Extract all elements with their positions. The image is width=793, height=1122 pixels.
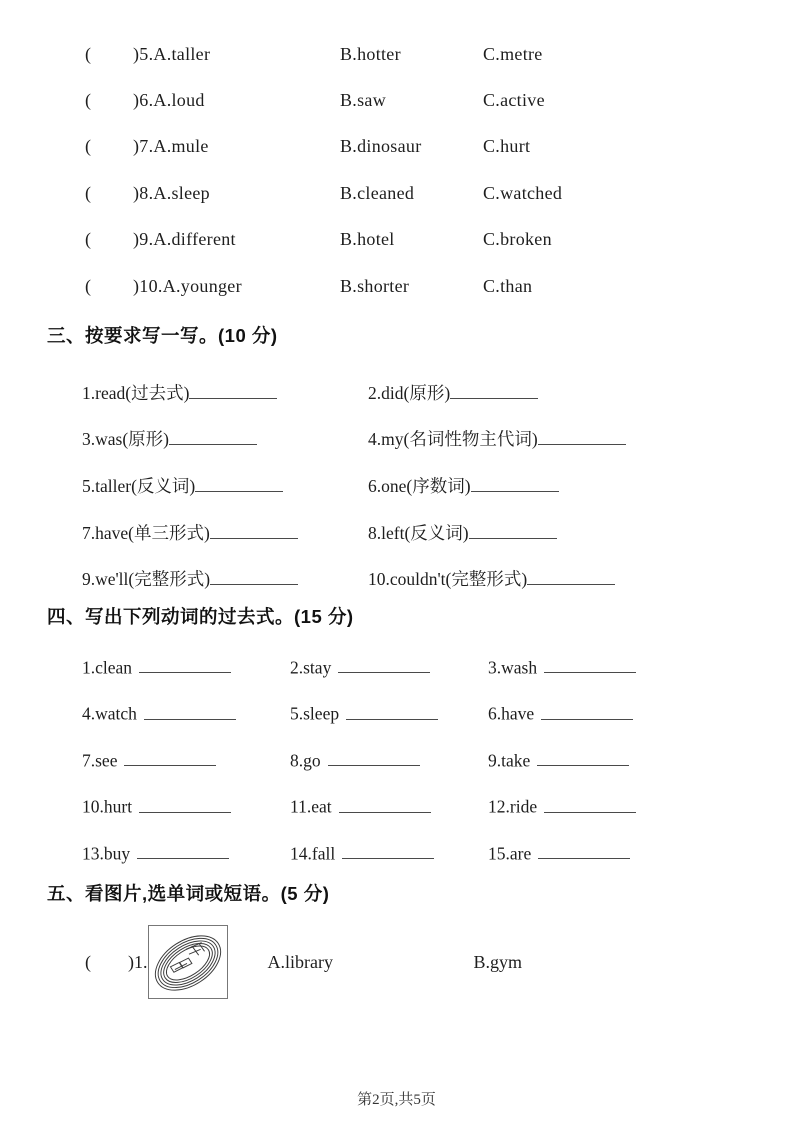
section4-items: [82, 643, 763, 876]
fill-item: [368, 473, 763, 498]
answer-blank: [328, 748, 420, 767]
fill-item-label: 8.go: [290, 750, 321, 771]
answer-blank: [139, 655, 231, 674]
fill-row: [82, 509, 763, 556]
answer-paren: (: [85, 182, 92, 203]
answer-blank: [189, 380, 277, 399]
fill-item-label: 1.read(过去式): [82, 382, 190, 403]
answer-blank: [338, 655, 430, 674]
option-a: )5.A.taller: [133, 43, 211, 64]
answer-paren: (: [85, 90, 92, 111]
fill-item: [488, 748, 763, 772]
fill-item-label: 2.did(原形): [368, 382, 451, 403]
fill-item-label: 5.sleep: [290, 703, 340, 724]
answer-blank: [210, 520, 298, 539]
fill-row: [82, 369, 763, 416]
option-c: C.hurt: [483, 136, 531, 157]
running-track-image: [148, 925, 228, 999]
fill-item: [290, 794, 488, 818]
fill-item: [82, 794, 290, 818]
answer-blank: [544, 794, 636, 813]
answer-blank: [210, 567, 298, 586]
option-b: B.dinosaur: [340, 136, 422, 157]
answer-blank: [471, 473, 559, 492]
option-b: B.gym: [473, 951, 523, 972]
section3-items: [82, 369, 763, 602]
fill-item: [488, 701, 763, 725]
option-c: C.than: [483, 275, 533, 296]
fill-item-label: 11.eat: [290, 796, 332, 817]
fill-item-label: 2.stay: [290, 657, 332, 678]
answer-paren: (: [85, 951, 91, 972]
picture-question-row: [85, 919, 763, 1005]
fill-item: [82, 473, 368, 498]
multiple-choice-section: [85, 31, 763, 309]
fill-item-label: 10.couldn't(完整形式): [368, 569, 528, 590]
option-a: )9.A.different: [133, 229, 236, 250]
option-b: B.saw: [340, 90, 386, 111]
fill-item-label: 13.buy: [82, 843, 131, 864]
option-a: )10.A.younger: [133, 275, 242, 296]
fill-item-label: 6.have: [488, 703, 535, 724]
fill-item-label: 6.one(序数词): [368, 475, 471, 496]
answer-paren: (: [85, 43, 92, 64]
fill-item: [290, 748, 488, 772]
choice-row: [85, 170, 763, 216]
option-c: C.metre: [483, 43, 543, 64]
choice-row: [85, 77, 763, 123]
fill-item-label: 1.clean: [82, 657, 133, 678]
answer-blank: [538, 427, 626, 446]
fill-row: [82, 736, 763, 783]
answer-blank: [541, 701, 633, 720]
fill-item-label: 8.left(反义词): [368, 522, 469, 543]
fill-item-label: 7.see: [82, 750, 118, 771]
fill-item: [82, 701, 290, 725]
question-number: )1.: [128, 951, 148, 972]
fill-item: [368, 426, 763, 451]
answer-blank: [137, 841, 229, 860]
fill-item: [82, 748, 290, 772]
fill-row: [82, 783, 763, 830]
fill-item-label: 10.hurt: [82, 796, 133, 817]
answer-blank: [527, 567, 615, 586]
section-title: 三、按要求写一写。(10 分): [47, 325, 278, 346]
option-a: )7.A.mule: [133, 136, 209, 157]
fill-item: [290, 841, 488, 865]
fill-item: [82, 520, 368, 545]
fill-item-label: 7.have(单三形式): [82, 522, 210, 543]
option-a: A.library: [267, 951, 333, 972]
choice-row: [85, 124, 763, 170]
fill-row: [82, 416, 763, 463]
fill-item: [82, 841, 290, 865]
answer-blank: [469, 520, 557, 539]
fill-item-label: 5.taller(反义词): [82, 475, 196, 496]
fill-item: [368, 520, 763, 545]
fill-item-label: 4.my(名词性物主代词): [368, 429, 538, 450]
fill-item-label: 12.ride: [488, 796, 538, 817]
section-past-tense: [47, 603, 763, 876]
answer-paren: (: [85, 136, 92, 157]
page-number: 第2页,共5页: [357, 1092, 436, 1108]
fill-item: [82, 380, 368, 405]
option-a: )6.A.loud: [133, 90, 205, 111]
fill-row: [82, 829, 763, 876]
option-b: B.hotter: [340, 43, 401, 64]
fill-item-label: 4.watch: [82, 703, 137, 724]
fill-row: [82, 462, 763, 509]
fill-item-label: 14.fall: [290, 843, 336, 864]
option-c: C.watched: [483, 182, 563, 203]
section-title: 五、看图片,选单词或短语。(5 分): [47, 883, 330, 904]
choice-row: [85, 263, 763, 309]
answer-blank: [537, 748, 629, 767]
choice-row: [85, 31, 763, 77]
answer-paren: (: [85, 275, 92, 296]
answer-blank: [139, 794, 231, 813]
option-b: B.cleaned: [340, 182, 415, 203]
answer-blank: [169, 427, 257, 446]
answer-blank: [450, 380, 538, 399]
section-look-and-choose: [47, 880, 763, 1005]
choice-row: [85, 217, 763, 263]
fill-item: [368, 566, 763, 591]
section-write-as-required: [47, 322, 763, 602]
answer-blank: [346, 701, 438, 720]
fill-item: [368, 380, 763, 405]
fill-item: [82, 566, 368, 591]
fill-item: [488, 841, 763, 865]
answer-blank: [339, 794, 431, 813]
fill-item: [82, 426, 368, 451]
section-title: 四、写出下列动词的过去式。(15 分): [47, 606, 354, 627]
fill-item-label: 15.are: [488, 843, 532, 864]
fill-row: [82, 555, 763, 602]
answer-blank: [195, 473, 283, 492]
answer-blank: [538, 841, 630, 860]
fill-item: [290, 655, 488, 679]
fill-item: [82, 655, 290, 679]
answer-blank: [342, 841, 434, 860]
fill-item: [488, 655, 763, 679]
fill-item-label: 9.we'll(完整形式): [82, 569, 211, 590]
option-a: )8.A.sleep: [133, 182, 210, 203]
option-c: C.active: [483, 90, 545, 111]
answer-blank: [124, 748, 216, 767]
fill-item-label: 3.wash: [488, 657, 538, 678]
answer-blank: [144, 701, 236, 720]
option-b: B.shorter: [340, 275, 410, 296]
fill-item-label: 9.take: [488, 750, 531, 771]
answer-blank: [544, 655, 636, 674]
fill-item: [488, 794, 763, 818]
answer-paren: (: [85, 229, 92, 250]
fill-row: [82, 690, 763, 737]
fill-item-label: 3.was(原形): [82, 429, 169, 450]
option-b: B.hotel: [340, 229, 395, 250]
fill-row: [82, 643, 763, 690]
fill-item: [290, 701, 488, 725]
option-c: C.broken: [483, 229, 552, 250]
